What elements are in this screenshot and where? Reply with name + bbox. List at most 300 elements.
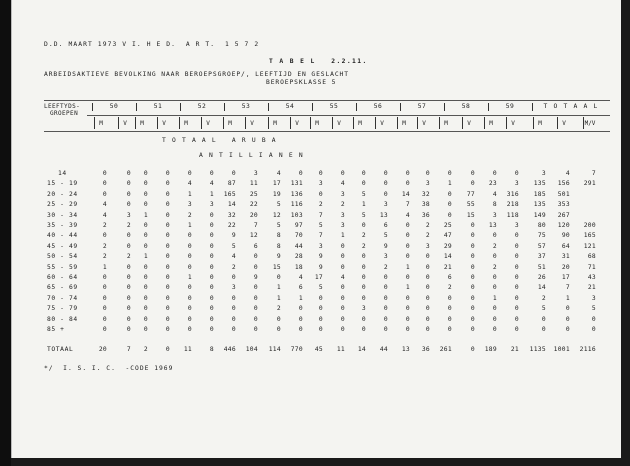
table-cell: 4 xyxy=(276,170,281,177)
table-cell: 0 xyxy=(165,294,170,302)
table-cell: 1 xyxy=(187,222,192,229)
table-cell: 57 xyxy=(537,242,546,250)
row-age-label: 45 - 49 xyxy=(47,242,78,250)
table-cell: 70 xyxy=(294,232,303,240)
table-cell: 0 xyxy=(514,263,519,271)
table-cell: 0 xyxy=(209,253,214,261)
sex-header: M xyxy=(228,120,232,127)
table-cell: 51 xyxy=(537,263,546,271)
table-cell: 0 xyxy=(405,294,410,302)
table-cell: 1 xyxy=(276,294,281,302)
table-cell: 0 xyxy=(143,326,148,333)
table-cell: 0 xyxy=(425,253,430,261)
table-cell: 0 xyxy=(253,253,258,261)
table-cell: 4 xyxy=(102,201,107,209)
total-cell: 8 xyxy=(209,346,214,353)
total-cell: 44 xyxy=(379,346,388,353)
table-cell: 3 xyxy=(340,211,345,219)
table-cell: 0 xyxy=(102,274,107,281)
table-cell: 0 xyxy=(383,190,388,198)
table-cell: 2 xyxy=(361,242,366,250)
table-cell: 0 xyxy=(298,326,303,333)
table-cell: 1 xyxy=(492,294,497,302)
table-cell: 0 xyxy=(470,284,475,292)
sex-header: V xyxy=(562,120,566,127)
table-cell: 12 xyxy=(272,211,281,219)
table-cell: 0 xyxy=(276,326,281,333)
total-cell: 21 xyxy=(510,346,519,353)
table-cell: 0 xyxy=(102,326,107,333)
table-cell: 2 xyxy=(276,305,281,313)
table-cell: 0 xyxy=(492,232,497,240)
table-cell: 17 xyxy=(272,180,281,188)
table-cell: 0 xyxy=(383,315,388,323)
table-cell: 21 xyxy=(587,284,596,292)
row-age-label: 50 - 54 xyxy=(47,253,78,261)
table-cell: 0 xyxy=(209,170,214,177)
table-cell: 0 xyxy=(126,232,131,240)
table-cell: 0 xyxy=(361,284,366,292)
row-age-label: 85 + xyxy=(47,326,65,333)
group-header: 50 xyxy=(109,103,119,110)
table-cell: 0 xyxy=(361,294,366,302)
table-cell: 2 xyxy=(231,263,236,271)
table-cell: 3 xyxy=(187,201,192,209)
table-cell: 0 xyxy=(470,222,475,229)
table-cell: 0 xyxy=(470,180,475,188)
sex-header: V xyxy=(206,120,210,127)
table-cell: 1 xyxy=(187,274,192,281)
group-divider-rule xyxy=(87,115,610,116)
table-cell: 2 xyxy=(447,284,452,292)
sex-header: V xyxy=(250,120,254,127)
table-cell: 37 xyxy=(537,253,546,261)
table-cell: 0 xyxy=(102,232,107,240)
table-cell: 0 xyxy=(340,253,345,261)
table-cell: 0 xyxy=(165,326,170,333)
table-cell: 4 xyxy=(298,274,303,281)
table-cell: 29 xyxy=(443,242,452,250)
table-cell: 2 xyxy=(340,201,345,209)
table-cell: 0 xyxy=(187,253,192,261)
table-cell: 0 xyxy=(187,305,192,313)
total-row-label: TOTAAL xyxy=(47,346,74,353)
table-cell: 1 xyxy=(209,190,214,198)
table-cell: 6 xyxy=(447,274,452,281)
table-cell: 7 xyxy=(565,284,570,292)
table-cell: 267 xyxy=(557,211,570,219)
sex-header: V xyxy=(337,120,341,127)
table-cell: 103 xyxy=(290,211,303,219)
header-bottom-rule xyxy=(44,131,610,132)
table-cell: 7 xyxy=(591,170,596,177)
table-cell: 47 xyxy=(443,232,452,240)
table-cell: 87 xyxy=(227,180,236,188)
table-cell: 11 xyxy=(249,180,258,188)
table-cell: 0 xyxy=(361,263,366,271)
table-cell: 0 xyxy=(165,315,170,323)
table-cell: 0 xyxy=(187,315,192,323)
table-cell: 0 xyxy=(165,232,170,240)
table-cell: 0 xyxy=(470,305,475,313)
table-cell: 7 xyxy=(318,211,323,219)
sex-header: M xyxy=(99,120,103,127)
table-cell: 0 xyxy=(209,326,214,333)
sex-header: M xyxy=(538,120,542,127)
table-cell: 0 xyxy=(143,222,148,229)
table-cell: 0 xyxy=(318,305,323,313)
table-cell: 135 xyxy=(533,180,546,188)
table-cell: 77 xyxy=(466,190,475,198)
table-cell: 0 xyxy=(470,274,475,281)
table-cell: 0 xyxy=(340,326,345,333)
table-cell: 0 xyxy=(165,305,170,313)
table-cell: 2 xyxy=(102,222,107,229)
table-cell: 0 xyxy=(425,305,430,313)
table-cell: 5 xyxy=(361,211,366,219)
group-header: 56 xyxy=(373,103,383,110)
table-cell: 22 xyxy=(249,201,258,209)
table-cell: 0 xyxy=(165,253,170,261)
table-cell: 0 xyxy=(340,294,345,302)
table-cell: 0 xyxy=(492,326,497,333)
sex-header: V xyxy=(467,120,471,127)
table-cell: 0 xyxy=(405,253,410,261)
table-title: ARBEIDSAKTIEVE BEVOLKING NAAR BEROEPSGROEP/, LEEFTIJD EN GESLACHT xyxy=(44,71,349,78)
table-cell: 0 xyxy=(425,170,430,177)
table-cell: 25 xyxy=(249,190,258,198)
scan-dark-edge xyxy=(0,0,11,466)
table-cell: 0 xyxy=(361,222,366,229)
total-cell: 261 xyxy=(439,346,452,353)
table-cell: 2 xyxy=(318,201,323,209)
table-cell: 0 xyxy=(187,294,192,302)
table-cell: 0 xyxy=(165,170,170,177)
group-header: 53 xyxy=(241,103,251,110)
table-cell: 3 xyxy=(514,222,519,229)
table-cell: 4 xyxy=(565,170,570,177)
table-cell: 97 xyxy=(294,222,303,229)
total-cell: 20 xyxy=(98,346,107,353)
table-cell: 0 xyxy=(318,190,323,198)
table-cell: 0 xyxy=(253,294,258,302)
table-cell: 0 xyxy=(340,242,345,250)
table-cell: 0 xyxy=(126,201,131,209)
table-cell: 0 xyxy=(425,315,430,323)
group-header: 51 xyxy=(153,103,163,110)
table-cell: 5 xyxy=(318,222,323,229)
table-cell: 3 xyxy=(514,180,519,188)
table-cell: 6 xyxy=(253,242,258,250)
table-cell: 0 xyxy=(126,180,131,188)
table-cell: 0 xyxy=(383,294,388,302)
age-group-header-1: LEEFTYDS- xyxy=(44,103,81,110)
table-cell: 0 xyxy=(231,315,236,323)
table-cell: 353 xyxy=(557,201,570,209)
table-cell: 13 xyxy=(379,211,388,219)
table-cell: 0 xyxy=(231,294,236,302)
table-cell: 0 xyxy=(361,274,366,281)
row-age-label: 30 - 34 xyxy=(47,211,78,219)
table-cell: 4 xyxy=(209,180,214,188)
table-cell: 0 xyxy=(126,170,131,177)
table-cell: 22 xyxy=(227,222,236,229)
table-cell: 0 xyxy=(447,326,452,333)
table-cell: 4 xyxy=(231,253,236,261)
table-cell: 0 xyxy=(143,315,148,323)
table-cell: 0 xyxy=(253,284,258,292)
group-header: 55 xyxy=(329,103,339,110)
row-age-label: 25 - 29 xyxy=(47,201,78,209)
table-cell: 0 xyxy=(470,232,475,240)
table-cell: 5 xyxy=(276,201,281,209)
table-cell: 0 xyxy=(187,263,192,271)
table-cell: 9 xyxy=(383,242,388,250)
table-cell: 0 xyxy=(492,274,497,281)
table-subtitle: BEROEPSKLASSE 5 xyxy=(266,79,337,86)
table-cell: 17 xyxy=(314,274,323,281)
table-cell: 0 xyxy=(514,284,519,292)
footnote: */ I. S. I. C. -CODE 1969 xyxy=(44,365,174,372)
table-cell: 2 xyxy=(187,211,192,219)
table-cell: 1 xyxy=(187,190,192,198)
table-cell: 0 xyxy=(340,305,345,313)
table-cell: 0 xyxy=(298,170,303,177)
table-cell: 0 xyxy=(514,305,519,313)
group-header: 54 xyxy=(285,103,295,110)
table-cell: 9 xyxy=(231,232,236,240)
table-cell: 5 xyxy=(276,222,281,229)
table-cell: 0 xyxy=(447,170,452,177)
table-cell: 0 xyxy=(165,242,170,250)
sex-header: M xyxy=(489,120,493,127)
table-cell: 3 xyxy=(318,242,323,250)
table-cell: 20 xyxy=(561,263,570,271)
table-cell: 0 xyxy=(165,201,170,209)
table-cell: 0 xyxy=(514,253,519,261)
total-cell: 7 xyxy=(126,346,131,353)
table-cell: 0 xyxy=(514,294,519,302)
table-cell: 4 xyxy=(405,211,410,219)
table-cell: 4 xyxy=(340,274,345,281)
table-cell: 316 xyxy=(506,190,519,198)
table-cell: 7 xyxy=(405,201,410,209)
table-cell: 2 xyxy=(492,263,497,271)
table-cell: 6 xyxy=(383,222,388,229)
table-cell: 3 xyxy=(591,294,596,302)
table-cell: 0 xyxy=(425,326,430,333)
table-cell: 0 xyxy=(318,170,323,177)
table-cell: 0 xyxy=(126,326,131,333)
table-cell: 1 xyxy=(143,253,148,261)
table-cell: 185 xyxy=(533,190,546,198)
table-cell: 0 xyxy=(276,274,281,281)
table-cell: 7 xyxy=(253,222,258,229)
table-cell: 2 xyxy=(425,222,430,229)
table-cell: 9 xyxy=(253,274,258,281)
total-cell: 2116 xyxy=(579,346,596,353)
table-cell: 0 xyxy=(425,284,430,292)
total-cell: 114 xyxy=(268,346,281,353)
table-cell: 0 xyxy=(447,190,452,198)
table-cell: 0 xyxy=(492,284,497,292)
total-cell: 189 xyxy=(484,346,497,353)
table-cell: 2 xyxy=(361,232,366,240)
table-cell: 0 xyxy=(126,284,131,292)
table-cell: 0 xyxy=(470,315,475,323)
table-cell: 0 xyxy=(541,315,546,323)
table-cell: 0 xyxy=(187,242,192,250)
table-cell: 0 xyxy=(102,294,107,302)
table-cell: 0 xyxy=(102,170,107,177)
header-top-rule xyxy=(44,100,610,101)
table-cell: 43 xyxy=(587,274,596,281)
table-cell: 1 xyxy=(276,284,281,292)
table-cell: 23 xyxy=(488,180,497,188)
table-cell: 0 xyxy=(447,305,452,313)
table-cell: 38 xyxy=(421,201,430,209)
table-cell: 131 xyxy=(290,180,303,188)
age-group-header-2: GROEPEN xyxy=(50,110,79,117)
table-cell: 0 xyxy=(143,242,148,250)
table-cell: 12 xyxy=(249,232,258,240)
table-cell: 0 xyxy=(340,170,345,177)
table-cell: 19 xyxy=(272,190,281,198)
table-cell: 1 xyxy=(405,284,410,292)
table-cell: 0 xyxy=(361,180,366,188)
table-cell: 32 xyxy=(227,211,236,219)
table-cell: 0 xyxy=(231,274,236,281)
table-cell: 0 xyxy=(405,222,410,229)
table-cell: 0 xyxy=(143,170,148,177)
table-cell: 0 xyxy=(209,242,214,250)
table-cell: 2 xyxy=(102,242,107,250)
sex-header: M xyxy=(358,120,362,127)
table-cell: 0 xyxy=(318,294,323,302)
table-cell: 9 xyxy=(276,253,281,261)
table-cell: 15 xyxy=(466,211,475,219)
table-cell: 0 xyxy=(383,284,388,292)
table-cell: 8 xyxy=(276,242,281,250)
table-cell: 0 xyxy=(143,305,148,313)
sex-header: M xyxy=(140,120,144,127)
table-cell: 26 xyxy=(537,274,546,281)
table-cell: 0 xyxy=(514,274,519,281)
table-cell: 0 xyxy=(298,315,303,323)
table-cell: 0 xyxy=(209,284,214,292)
table-cell: 75 xyxy=(537,232,546,240)
total-cell: 104 xyxy=(245,346,258,353)
table-cell: 1 xyxy=(340,232,345,240)
table-cell: 0 xyxy=(470,263,475,271)
total-cell: 446 xyxy=(223,346,236,353)
sex-header: V xyxy=(422,120,426,127)
table-cell: 71 xyxy=(587,263,596,271)
table-cell: 2 xyxy=(425,232,430,240)
table-cell: 2 xyxy=(102,253,107,261)
table-cell: 0 xyxy=(165,222,170,229)
table-cell: 200 xyxy=(583,222,596,229)
row-age-label: 55 - 59 xyxy=(47,263,78,271)
row-age-label: 20 - 24 xyxy=(47,190,78,198)
table-cell: 0 xyxy=(591,326,596,333)
table-cell: 3 xyxy=(383,201,388,209)
row-age-label: 35 - 39 xyxy=(47,222,78,229)
table-cell: 0 xyxy=(126,274,131,281)
table-cell: 0 xyxy=(209,294,214,302)
table-cell: 0 xyxy=(405,274,410,281)
table-cell: 0 xyxy=(514,242,519,250)
table-cell: 0 xyxy=(447,211,452,219)
table-cell: 0 xyxy=(470,326,475,333)
table-cell: 0 xyxy=(361,253,366,261)
table-cell: 0 xyxy=(143,274,148,281)
table-cell: 21 xyxy=(443,263,452,271)
table-cell: 165 xyxy=(223,190,236,198)
table-cell: 25 xyxy=(443,222,452,229)
table-cell: 0 xyxy=(565,305,570,313)
table-cell: 0 xyxy=(492,305,497,313)
table-cell: 18 xyxy=(294,263,303,271)
total-cell: 45 xyxy=(314,346,323,353)
table-cell: 0 xyxy=(514,232,519,240)
table-cell: 4 xyxy=(102,211,107,219)
table-cell: 3 xyxy=(492,211,497,219)
group-header: 59 xyxy=(505,103,515,110)
table-cell: 0 xyxy=(165,211,170,219)
table-cell: 0 xyxy=(143,190,148,198)
table-cell: 20 xyxy=(249,211,258,219)
table-cell: 0 xyxy=(383,170,388,177)
table-cell: 0 xyxy=(565,326,570,333)
table-cell: 5 xyxy=(361,190,366,198)
table-cell: 0 xyxy=(126,294,131,302)
total-cell: 1001 xyxy=(553,346,570,353)
table-cell: 28 xyxy=(294,253,303,261)
table-cell: 14 xyxy=(443,253,452,261)
report-reference: D.D. MAART 1973 V I. H E D. A R T. 1 5 7 2 xyxy=(44,41,260,48)
total-cell: 2 xyxy=(143,346,148,353)
table-cell: 1 xyxy=(361,201,366,209)
table-cell: 3 xyxy=(340,222,345,229)
table-cell: 120 xyxy=(557,222,570,229)
table-cell: 0 xyxy=(405,242,410,250)
table-cell: 0 xyxy=(209,274,214,281)
table-cell: 0 xyxy=(514,315,519,323)
table-cell: 0 xyxy=(470,242,475,250)
table-cell: 2 xyxy=(126,253,131,261)
sex-header: M xyxy=(402,120,406,127)
table-cell: 149 xyxy=(533,211,546,219)
group-header: 57 xyxy=(417,103,427,110)
table-cell: 0 xyxy=(425,274,430,281)
table-cell: 8 xyxy=(276,232,281,240)
section-group-label: A N T I L L I A N E N xyxy=(199,152,304,159)
table-cell: 0 xyxy=(565,315,570,323)
table-cell: 55 xyxy=(466,201,475,209)
table-cell: 0 xyxy=(143,180,148,188)
table-cell: 0 xyxy=(143,201,148,209)
table-cell: 14 xyxy=(227,201,236,209)
table-cell: 116 xyxy=(290,201,303,209)
total-cell: 36 xyxy=(421,346,430,353)
table-cell: 6 xyxy=(298,284,303,292)
table-cell: 0 xyxy=(165,274,170,281)
table-cell: 0 xyxy=(361,170,366,177)
table-cell: 0 xyxy=(165,284,170,292)
sex-header: M xyxy=(184,120,188,127)
table-cell: 135 xyxy=(533,201,546,209)
